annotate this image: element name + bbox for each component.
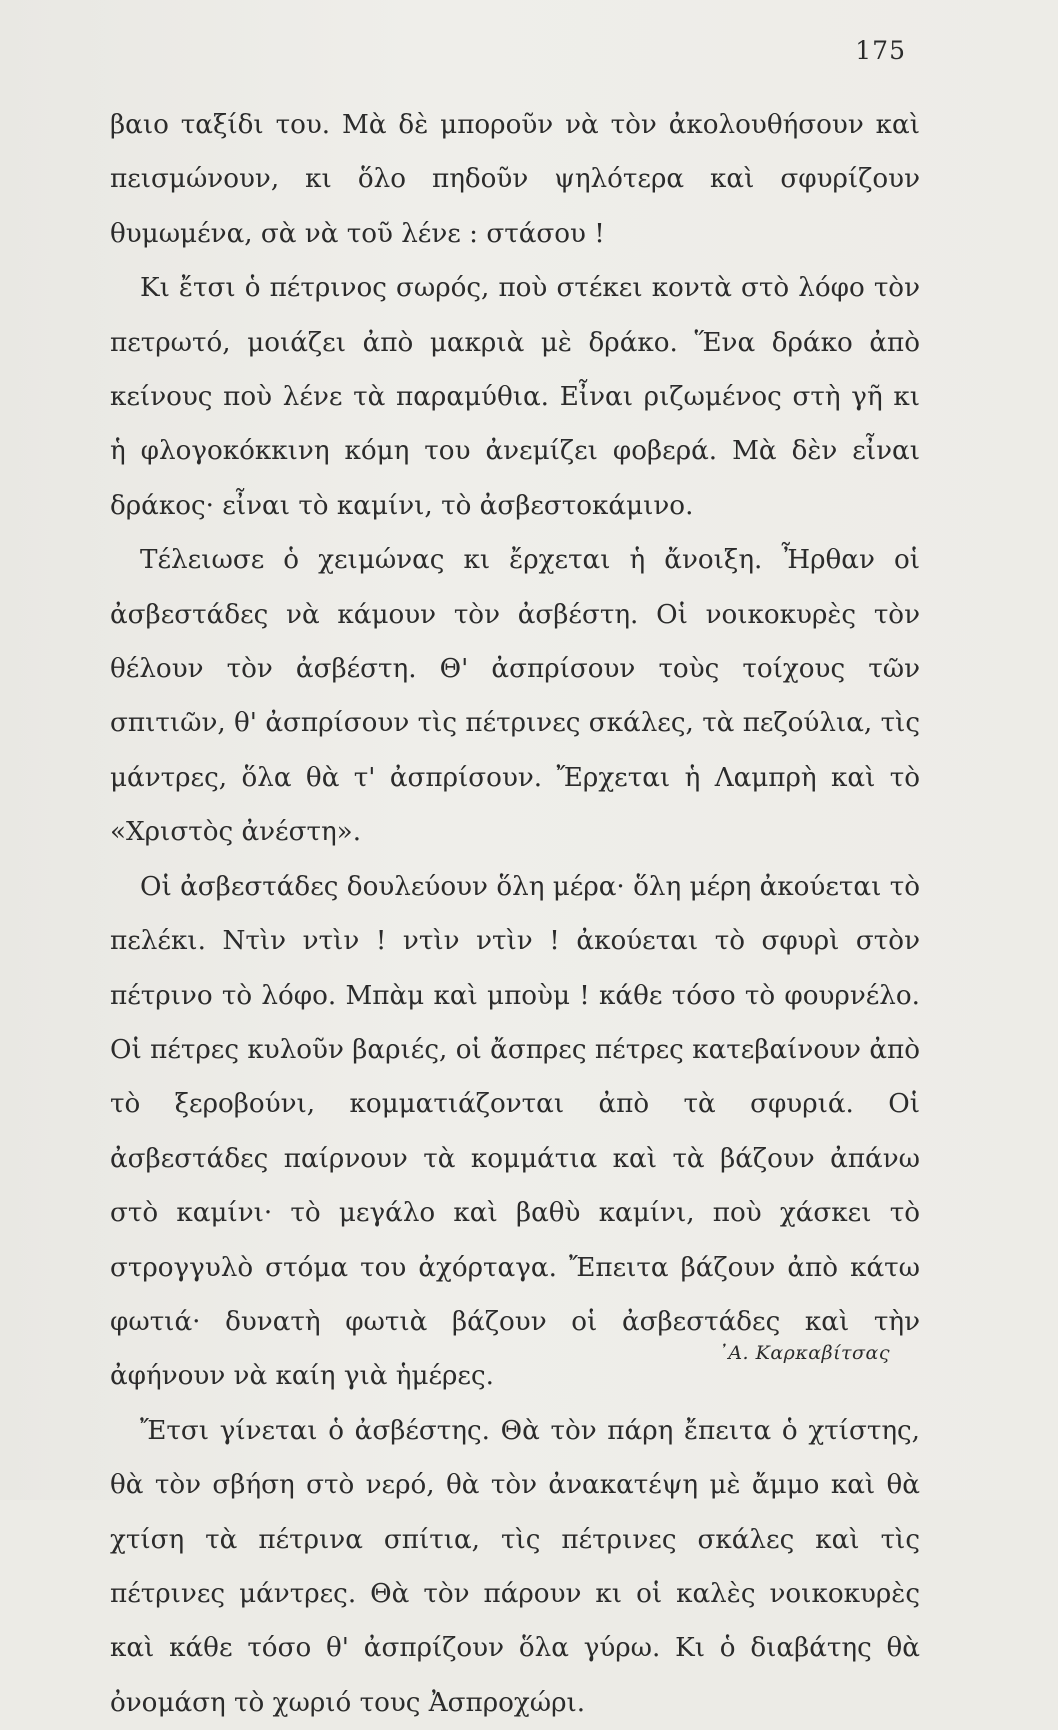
paragraph-4: Οἱ ἀσβεστάδες δουλεύουν ὅλη μέρα· ὅλη μέρη ἀκούεται τὸ πελέκι. Ντὶν ντὶν ! ντὶν ντὶν ! ἀκούεται τὸ σφυρὶ στὸν πέτρινο τὸ λόφο. Μπὰμ καὶ μποὺμ ! κάθε τόσο τὸ φουρνέλο. Οἱ πέτρες κυλοῦν βαριές, οἱ ἄσπρες πέτρες κατεβαίνουν ἀπὸ τὸ ξεροβούνι, κομματιάζονται ἀπὸ τὰ σφυριά. Οἱ ἀσβεστάδες παίρνουν τὰ κομμάτια καὶ τὰ βάζουν ἀπάνω στὸ καμίνι· τὸ μεγάλο καὶ βαθὺ καμίνι, ποὺ χάσκει τὸ στρογγυλὸ στόμα του ἀχόρταγα. Ἔπειτα βάζουν ἀπὸ κάτω φωτιά· δυνατὴ φωτιὰ βάζουν οἱ ἀσβεστάδες καὶ τὴν ἀφήνουν νὰ καίη γιὰ ἡμέρες. xyxy=(110,871,920,1392)
page-number: 175 xyxy=(855,36,906,65)
paragraph-5: Ἔτσι γίνεται ὁ ἀσβέστης. Θὰ τὸν πάρη ἔπειτα ὁ χτίστης, θὰ τὸν σβήση στὸ νερό, θὰ τὸν ἀνακατέψη μὲ ἄμμο καὶ θὰ χτίση τὰ πέτρινα σπίτια, τὶς πέτρινες σκάλες καὶ τὶς πέτρινες μάντρες. Θὰ τὸν πάρουν κι οἱ καλὲς νοικοκυρὲς καὶ κάθε τόσο θ' ἀσπρίζουν ὅλα γύρω. Κι ὁ διαβάτης θὰ ὀνομάση τὸ χωριό τους Ἀσπροχώρι. xyxy=(110,1415,920,1718)
paragraph-1: βαιο ταξίδι του. Μὰ δὲ μποροῦν νὰ τὸν ἀκολουθήσουν καὶ πεισμώνουν, κι ὅλο πηδοῦν ψηλότερα καὶ σφυρίζουν θυμωμένα, σὰ νὰ τοῦ λένε : στάσου ! xyxy=(110,110,920,249)
paragraph-2: Κι ἔτσι ὁ πέτρινος σωρός, ποὺ στέκει κοντὰ στὸ λόφο τὸν πετρωτό, μοιάζει ἀπὸ μακριὰ μὲ δράκο. Ἕνα δράκο ἀπὸ κείνους ποὺ λένε τὰ παραμύθια. Εἶναι ριζωμένος στὴ γῆ κι ἡ φλογοκόκκινη κόμη του ἀνεμίζει φοβερά. Μὰ δὲν εἶναι δράκος· εἶναι τὸ καμίνι, τὸ ἀσβεστοκάμινο. xyxy=(110,273,920,521)
paragraph-3: Τέλειωσε ὁ χειμώνας κι ἔρχεται ἡ ἄνοιξη. Ἦρθαν οἱ ἀσβεστάδες νὰ κάμουν τὸν ἀσβέστη. Οἱ νοικοκυρὲς τὸν θέλουν τὸν ἀσβέστη. Θ' ἀσπρίσουν τοὺς τοίχους τῶν σπιτιῶν, θ' ἀσπρίσουν τὶς πέτρινες σκάλες, τὰ πεζούλια, τὶς μάντρες, ὅλα θὰ τ' ἀσπρίσουν. Ἔρχεται ἡ Λαμπρὴ καὶ τὸ «Χριστὸς ἀνέστη». xyxy=(110,545,920,848)
author-attribution: ᾽Α. Καρκαβίτσας xyxy=(718,1342,890,1364)
body-text xyxy=(110,98,920,1730)
